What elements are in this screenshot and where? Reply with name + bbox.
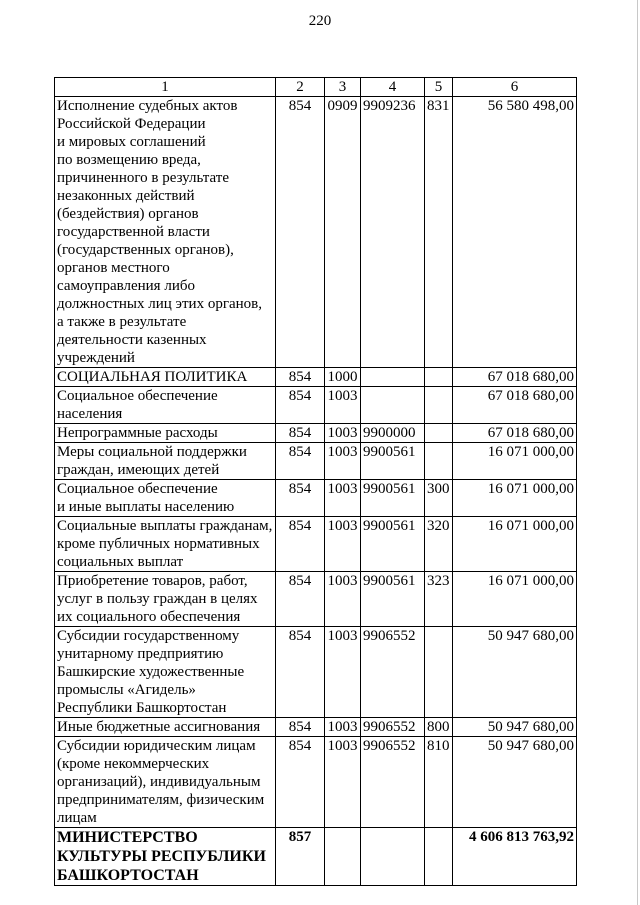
table-row [55,97,577,368]
row-target-article: 9906552 [361,627,425,718]
row-section-code: 1003 [325,517,361,572]
row-expense-type [425,443,453,480]
header-col-5: 5 [425,78,453,97]
table-row [55,480,577,517]
right-page-edge [637,0,638,905]
table-row [55,443,577,480]
row-section-code: 1003 [325,443,361,480]
table-body [55,97,577,886]
row-name: Исполнение судебных актов Российской Федерации и мировых соглашений по возмещению вреда, причиненного в результате незаконных действий (бездействия) органов государственной власти (государственных органов), органов местного самоуправления либо должностных лиц этих органов, а также в результате деятельности казенных учреждений [55,97,276,368]
row-name: МИНИСТЕРСТВО КУЛЬТУРЫ РЕСПУБЛИКИ БАШКОРТОСТАН [55,828,276,886]
row-name: Иные бюджетные ассигнования [55,718,276,737]
table-row [55,517,577,572]
budget-table [54,77,577,886]
row-ved-code: 854 [276,424,325,443]
row-target-article: 9906552 [361,718,425,737]
row-name: Меры социальной поддержки граждан, имеющих детей [55,443,276,480]
table-row [55,387,577,424]
row-ved-code: 854 [276,368,325,387]
row-name: Непрограммные расходы [55,424,276,443]
row-expense-type [425,828,453,886]
row-section-code: 0909 [325,97,361,368]
row-expense-type: 323 [425,572,453,627]
table-row [55,572,577,627]
row-section-code: 1003 [325,718,361,737]
row-section-code: 1003 [325,627,361,718]
row-name: Социальное обеспечение и иные выплаты населению [55,480,276,517]
row-name: Приобретение товаров, работ, услуг в пользу граждан в целях их социального обеспечения [55,572,276,627]
row-section-code: 1003 [325,387,361,424]
row-amount: 16 071 000,00 [453,572,577,627]
row-target-article: 9900561 [361,443,425,480]
row-amount: 16 071 000,00 [453,517,577,572]
table-row [55,737,577,828]
row-amount: 67 018 680,00 [453,387,577,424]
row-ved-code: 854 [276,387,325,424]
row-target-article: 9900561 [361,572,425,627]
table-header [55,78,577,97]
row-amount: 16 071 000,00 [453,480,577,517]
row-amount: 67 018 680,00 [453,424,577,443]
row-expense-type [425,387,453,424]
row-expense-type: 831 [425,97,453,368]
row-target-article [361,387,425,424]
row-expense-type: 810 [425,737,453,828]
row-amount: 67 018 680,00 [453,368,577,387]
row-expense-type: 320 [425,517,453,572]
row-section-code: 1000 [325,368,361,387]
row-amount: 50 947 680,00 [453,737,577,828]
row-name: Субсидии юридическим лицам (кроме некоммерческих организаций), индивидуальным предпринимателям, физическим лицам [55,737,276,828]
row-section-code: 1003 [325,424,361,443]
header-col-1: 1 [55,78,276,97]
table-row [55,828,577,886]
row-amount: 50 947 680,00 [453,627,577,718]
row-target-article: 9900561 [361,517,425,572]
table-row [55,627,577,718]
row-expense-type [425,368,453,387]
row-ved-code: 854 [276,627,325,718]
row-ved-code: 857 [276,828,325,886]
row-ved-code: 854 [276,737,325,828]
row-expense-type: 800 [425,718,453,737]
header-col-3: 3 [325,78,361,97]
row-ved-code: 854 [276,572,325,627]
row-ved-code: 854 [276,517,325,572]
header-col-2: 2 [276,78,325,97]
row-target-article: 9900000 [361,424,425,443]
header-col-4: 4 [361,78,425,97]
row-expense-type [425,627,453,718]
row-section-code: 1003 [325,480,361,517]
row-ved-code: 854 [276,480,325,517]
row-target-article [361,368,425,387]
table-row [55,424,577,443]
page-number: 220 [308,13,332,29]
header-row [55,78,577,97]
row-section-code [325,828,361,886]
row-amount: 56 580 498,00 [453,97,577,368]
row-amount: 50 947 680,00 [453,718,577,737]
row-ved-code: 854 [276,97,325,368]
row-target-article: 9900561 [361,480,425,517]
row-amount: 4 606 813 763,92 [453,828,577,886]
row-name: СОЦИАЛЬНАЯ ПОЛИТИКА [55,368,276,387]
row-expense-type [425,424,453,443]
row-section-code: 1003 [325,572,361,627]
row-name: Социальные выплаты гражданам, кроме публичных нормативных социальных выплат [55,517,276,572]
header-col-6: 6 [453,78,577,97]
row-name: Субсидии государственному унитарному предприятию Башкирские художественные промыслы «Агидель» Республики Башкортостан [55,627,276,718]
row-section-code: 1003 [325,737,361,828]
table-row [55,718,577,737]
row-target-article [361,828,425,886]
row-expense-type: 300 [425,480,453,517]
row-target-article: 9906552 [361,737,425,828]
row-target-article: 9909236 [361,97,425,368]
row-name: Социальное обеспечение населения [55,387,276,424]
row-ved-code: 854 [276,718,325,737]
table-row [55,368,577,387]
row-amount: 16 071 000,00 [453,443,577,480]
row-ved-code: 854 [276,443,325,480]
